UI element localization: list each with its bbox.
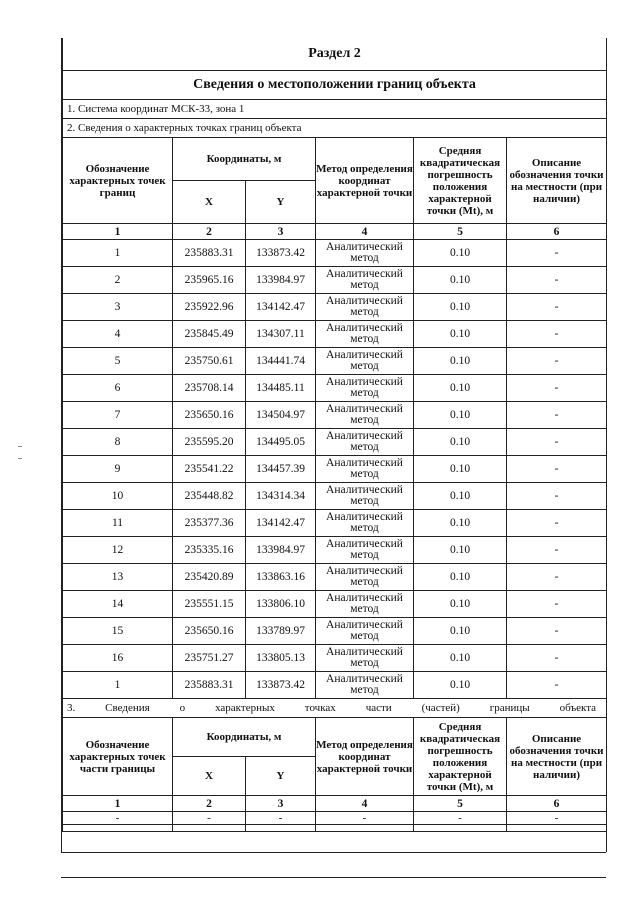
coord-x: 235751.27 — [173, 645, 246, 672]
method-cell: Аналитический метод — [316, 375, 414, 402]
coord-x: 235541.22 — [173, 456, 246, 483]
point-number: 10 — [63, 483, 173, 510]
table-row — [63, 267, 607, 294]
scan-mark — [18, 458, 22, 459]
description-cell: - — [507, 375, 607, 402]
point-number: 2 — [63, 267, 173, 294]
description-cell: - — [507, 456, 607, 483]
coord-x: 235650.16 — [173, 402, 246, 429]
method-cell: Аналитический метод — [316, 672, 414, 699]
table-row — [63, 456, 607, 483]
coord-y: 134495.05 — [246, 429, 316, 456]
point-number: 8 — [63, 429, 173, 456]
table-row — [63, 375, 607, 402]
point-number: 14 — [63, 591, 173, 618]
coord-y: 134314.34 — [246, 483, 316, 510]
part-cell: - — [246, 812, 316, 825]
accuracy-cell: 0.10 — [414, 564, 507, 591]
column-number-3: 3 — [246, 224, 316, 240]
coord-x: 235420.89 — [173, 564, 246, 591]
accuracy-cell: 0.10 — [414, 456, 507, 483]
column-numbers — [63, 224, 607, 240]
header-accuracy-3: Средняя квадратическая погрешность положения характерной точки (Mt), м — [414, 718, 507, 796]
coord-y: 133806.10 — [246, 591, 316, 618]
part3-title: 3. Сведения о характерных точках части (частей) границы объекта — [63, 699, 607, 718]
coord-x: 235377.36 — [173, 510, 246, 537]
coord-y: 134485.11 — [246, 375, 316, 402]
description-cell: - — [507, 537, 607, 564]
method-cell: Аналитический метод — [316, 294, 414, 321]
description-cell: - — [507, 240, 607, 267]
method-cell: Аналитический метод — [316, 537, 414, 564]
table-row — [63, 483, 607, 510]
accuracy-cell: 0.10 — [414, 294, 507, 321]
column-numbers-3 — [63, 796, 607, 812]
method-cell: Аналитический метод — [316, 591, 414, 618]
header-description: Описание обозначения точки на местности (при наличии) — [507, 138, 607, 224]
accuracy-cell: 0.10 — [414, 591, 507, 618]
table-row — [63, 348, 607, 375]
description-cell: - — [507, 483, 607, 510]
method-cell: Аналитический метод — [316, 645, 414, 672]
part-cell: - — [316, 812, 414, 825]
accuracy-cell: 0.10 — [414, 429, 507, 456]
coord-x: 235965.16 — [173, 267, 246, 294]
scan-mark — [18, 446, 22, 447]
method-cell: Аналитический метод — [316, 429, 414, 456]
point-number: 9 — [63, 456, 173, 483]
description-cell: - — [507, 429, 607, 456]
boundary-table — [62, 38, 607, 832]
footer-rule — [61, 877, 606, 878]
point-number: 12 — [63, 537, 173, 564]
point-number: 4 — [63, 321, 173, 348]
coord-y: 133789.97 — [246, 618, 316, 645]
column-number-6: 6 — [507, 224, 607, 240]
section-title: Раздел 2 — [63, 38, 607, 71]
table-row — [63, 402, 607, 429]
method-cell: Аналитический метод — [316, 456, 414, 483]
method-cell: Аналитический метод — [316, 348, 414, 375]
bottom-border — [61, 852, 606, 853]
table-row — [63, 537, 607, 564]
accuracy-cell: 0.10 — [414, 267, 507, 294]
column-number-4: 4 — [316, 224, 414, 240]
accuracy-cell: 0.10 — [414, 348, 507, 375]
document-page — [61, 38, 607, 852]
table-row — [63, 645, 607, 672]
accuracy-cell: 0.10 — [414, 375, 507, 402]
coord-y: 133873.42 — [246, 240, 316, 267]
part-cell: - — [173, 812, 246, 825]
method-cell: Аналитический метод — [316, 510, 414, 537]
header-method-3: Метод определения координат характерной точки — [316, 718, 414, 796]
point-number: 16 — [63, 645, 173, 672]
table-row — [63, 294, 607, 321]
point-number: 15 — [63, 618, 173, 645]
column-number-part-2: 2 — [173, 796, 246, 812]
table-row — [63, 618, 607, 645]
header-description-3: Описание обозначения точки на местности (при наличии) — [507, 718, 607, 796]
table-row — [63, 429, 607, 456]
column-number-part-5: 5 — [414, 796, 507, 812]
table-row-part — [63, 812, 607, 825]
accuracy-cell: 0.10 — [414, 645, 507, 672]
accuracy-cell: 0.10 — [414, 672, 507, 699]
accuracy-cell: 0.10 — [414, 240, 507, 267]
coord-x: 235845.49 — [173, 321, 246, 348]
coord-y: 134441.74 — [246, 348, 316, 375]
description-cell: - — [507, 321, 607, 348]
column-number-part-4: 4 — [316, 796, 414, 812]
description-cell: - — [507, 672, 607, 699]
table-row — [63, 564, 607, 591]
table-tail — [63, 825, 607, 832]
coord-x: 235595.20 — [173, 429, 246, 456]
table-row — [63, 510, 607, 537]
coord-y: 133863.16 — [246, 564, 316, 591]
description-cell: - — [507, 510, 607, 537]
coord-x: 235883.31 — [173, 240, 246, 267]
header-designation: Обозначение характерных точек границ — [63, 138, 173, 224]
column-number-part-6: 6 — [507, 796, 607, 812]
coord-y: 134307.11 — [246, 321, 316, 348]
table-row — [63, 672, 607, 699]
point-number: 5 — [63, 348, 173, 375]
table-row — [63, 321, 607, 348]
table-row — [63, 240, 607, 267]
column-number-2: 2 — [173, 224, 246, 240]
header-y-3: Y — [246, 757, 316, 796]
part-cell: - — [507, 812, 607, 825]
coord-y: 134142.47 — [246, 510, 316, 537]
coord-y: 133984.97 — [246, 537, 316, 564]
column-number-1: 1 — [63, 224, 173, 240]
coord-y: 133873.42 — [246, 672, 316, 699]
description-cell: - — [507, 294, 607, 321]
coord-x: 235708.14 — [173, 375, 246, 402]
coord-y: 133984.97 — [246, 267, 316, 294]
column-number-part-1: 1 — [63, 796, 173, 812]
accuracy-cell: 0.10 — [414, 618, 507, 645]
part2-title: 2. Сведения о характерных точках границ объекта — [63, 119, 607, 138]
header-x: X — [173, 181, 246, 224]
coord-y: 134457.39 — [246, 456, 316, 483]
description-cell: - — [507, 267, 607, 294]
coord-x: 235922.96 — [173, 294, 246, 321]
header-y: Y — [246, 181, 316, 224]
method-cell: Аналитический метод — [316, 240, 414, 267]
point-number: 6 — [63, 375, 173, 402]
column-number-part-3: 3 — [246, 796, 316, 812]
coord-y: 133805.13 — [246, 645, 316, 672]
accuracy-cell: 0.10 — [414, 321, 507, 348]
point-number: 1 — [63, 240, 173, 267]
accuracy-cell: 0.10 — [414, 537, 507, 564]
method-cell: Аналитический метод — [316, 564, 414, 591]
description-cell: - — [507, 402, 607, 429]
description-cell: - — [507, 591, 607, 618]
method-cell: Аналитический метод — [316, 321, 414, 348]
description-cell: - — [507, 564, 607, 591]
table-row — [63, 591, 607, 618]
header-part-designation: Обозначение характерных точек части границы — [63, 718, 173, 796]
part-cell: - — [63, 812, 173, 825]
header-coordinates-3: Координаты, м — [173, 718, 316, 757]
point-number: 1 — [63, 672, 173, 699]
description-cell: - — [507, 348, 607, 375]
accuracy-cell: 0.10 — [414, 402, 507, 429]
coord-y: 134504.97 — [246, 402, 316, 429]
method-cell: Аналитический метод — [316, 402, 414, 429]
description-cell: - — [507, 645, 607, 672]
coord-x: 235335.16 — [173, 537, 246, 564]
coord-system: 1. Система координат МСК-33, зона 1 — [63, 100, 607, 119]
point-number: 3 — [63, 294, 173, 321]
point-number: 13 — [63, 564, 173, 591]
description-cell: - — [507, 618, 607, 645]
header-coordinates: Координаты, м — [173, 138, 316, 181]
coord-x: 235883.31 — [173, 672, 246, 699]
coord-x: 235650.16 — [173, 618, 246, 645]
accuracy-cell: 0.10 — [414, 510, 507, 537]
method-cell: Аналитический метод — [316, 267, 414, 294]
coord-x: 235448.82 — [173, 483, 246, 510]
header-accuracy: Средняя квадратическая погрешность положения характерной точки (Mt), м — [414, 138, 507, 224]
point-number: 7 — [63, 402, 173, 429]
method-cell: Аналитический метод — [316, 483, 414, 510]
coord-x: 235551.15 — [173, 591, 246, 618]
header-x-3: X — [173, 757, 246, 796]
coord-y: 134142.47 — [246, 294, 316, 321]
method-cell: Аналитический метод — [316, 618, 414, 645]
accuracy-cell: 0.10 — [414, 483, 507, 510]
column-number-5: 5 — [414, 224, 507, 240]
part-cell: - — [414, 812, 507, 825]
point-number: 11 — [63, 510, 173, 537]
section-subtitle: Сведения о местоположении границ объекта — [63, 71, 607, 100]
coord-x: 235750.61 — [173, 348, 246, 375]
header-method: Метод определения координат характерной точки — [316, 138, 414, 224]
